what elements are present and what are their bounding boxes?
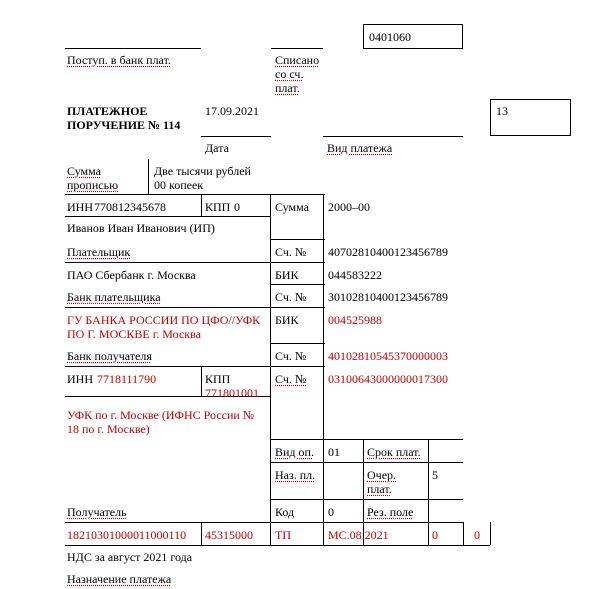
col-line — [201, 522, 202, 545]
col-line — [428, 439, 429, 545]
payer-kpp-label: КПП — [205, 200, 231, 214]
payer-bank-name: ПАО Сбербанк г. Москва — [67, 268, 196, 282]
order-label-2: плат. — [367, 482, 392, 496]
payer-inn-label: ИНН — [67, 200, 93, 214]
amount-words-2: 00 копеек — [154, 178, 204, 192]
payee-inn-label: ИНН — [67, 372, 93, 386]
reserve-label: Рез. поле — [367, 505, 414, 519]
payee-name-1: УФК по г. Москве (ИФНС России № — [67, 408, 255, 422]
payee-bank-bik: 004525988 — [328, 313, 382, 327]
col-line — [490, 522, 491, 545]
amount-words-label-2: прописью — [67, 178, 119, 192]
op-type: 01 — [328, 445, 340, 459]
received-label: Поступ. в банк плат. — [67, 53, 171, 67]
payer-account: 40702810400123456789 — [328, 245, 448, 259]
col-line — [201, 366, 202, 396]
amount-words-label-1: Сумма — [67, 164, 101, 178]
basis: ТП — [275, 528, 291, 542]
payee-bank-account: 40102810545370000003 — [328, 349, 448, 363]
date-line — [201, 136, 271, 137]
payee-inn: 7718111790 — [97, 372, 157, 386]
purpose-code-label: Наз. пл. — [275, 468, 316, 482]
code-value: 0 — [328, 505, 334, 519]
oktmo: 45315000 — [205, 528, 253, 542]
received-line — [65, 48, 201, 49]
payee-bank-name-1: ГУ БАНКА РОССИИ ПО ЦФО//УФК — [67, 313, 261, 327]
payee-bank-name-2: ПО Г. МОСКВЕ г. Москва — [67, 327, 201, 341]
col-line — [270, 194, 271, 545]
row-line — [65, 194, 325, 195]
payer-inn: 770812345678 — [94, 200, 166, 214]
debited-line — [271, 48, 323, 49]
order-label-1: Очер. — [367, 468, 397, 482]
status-code: 13 — [496, 104, 508, 118]
row-line — [270, 462, 463, 463]
payment-type-line — [323, 136, 463, 137]
payee-name-2: 18 по г. Москве) — [67, 422, 150, 436]
payee-account-label: Сч. № — [275, 372, 307, 386]
col-line — [323, 194, 324, 545]
debited-label-2: со сч. — [275, 67, 304, 81]
payee-bank-account-label: Сч. № — [275, 349, 307, 363]
purpose-label: Назначение платежа — [67, 572, 172, 586]
amount-words-1: Две тысячи рублей — [154, 164, 251, 178]
row-line — [65, 522, 463, 523]
payer-label: Плательщик — [67, 245, 131, 259]
sum-label: Сумма — [275, 200, 309, 214]
date-label: Дата — [205, 141, 229, 155]
payee-label: Получатель — [67, 505, 127, 519]
debited-label-1: Списано — [275, 53, 320, 67]
payer-bank-bik: 044583222 — [328, 268, 382, 282]
row-line — [65, 216, 270, 217]
row-line — [65, 366, 325, 367]
op-type-label: Вид оп. — [275, 445, 314, 459]
row-line — [270, 284, 325, 285]
form-code: 0401060 — [369, 30, 411, 44]
payer-bank-label: Банк плательщика — [67, 290, 161, 304]
col-line — [201, 194, 202, 216]
term-label: Срок плат. — [367, 445, 421, 459]
row-line — [65, 307, 325, 308]
code-label: Код — [275, 505, 295, 519]
row-line — [270, 499, 463, 500]
kbk: 18210301000011000110 — [67, 528, 187, 542]
row-line — [270, 439, 463, 440]
payee-kpp: 771801001 — [205, 386, 259, 400]
purpose-text: НДС за август 2021 года — [67, 550, 193, 564]
payer-bank-corr-label: Сч. № — [275, 290, 307, 304]
order-value: 5 — [432, 468, 438, 482]
doc-date: 0 — [474, 528, 480, 542]
sum-value: 2000–00 — [328, 200, 370, 214]
payer-bank-bik-label: БИК — [275, 268, 299, 282]
debited-label-3: плат. — [275, 81, 300, 95]
document-title-2: ПОРУЧЕНИЕ № 114 — [67, 118, 181, 132]
payer-name: Иванов Иван Иванович (ИП) — [67, 221, 215, 235]
payer-bank-corr: 30102810400123456789 — [328, 290, 448, 304]
col-line — [463, 522, 464, 545]
payment-type-label: Вид платежа — [327, 141, 393, 155]
date-value: 17.09.2021 — [205, 104, 259, 118]
col-line — [148, 159, 149, 194]
row-line — [65, 262, 325, 263]
document-title-1: ПЛАТЕЖНОЕ — [67, 104, 148, 118]
row-line — [65, 545, 490, 546]
row-line — [270, 239, 325, 240]
payee-kpp-label: КПП — [205, 372, 231, 386]
payer-account-label: Сч. № — [275, 245, 307, 259]
payee-bank-label: Банк получателя — [67, 349, 152, 363]
payee-account: 03100643000000017300 — [328, 372, 448, 386]
doc-number: 0 — [432, 528, 438, 542]
payer-kpp: 0 — [234, 200, 240, 214]
payee-bank-bik-label: БИК — [275, 313, 299, 327]
tax-period: МС.08.2021 — [328, 528, 389, 542]
row-line — [270, 343, 325, 344]
